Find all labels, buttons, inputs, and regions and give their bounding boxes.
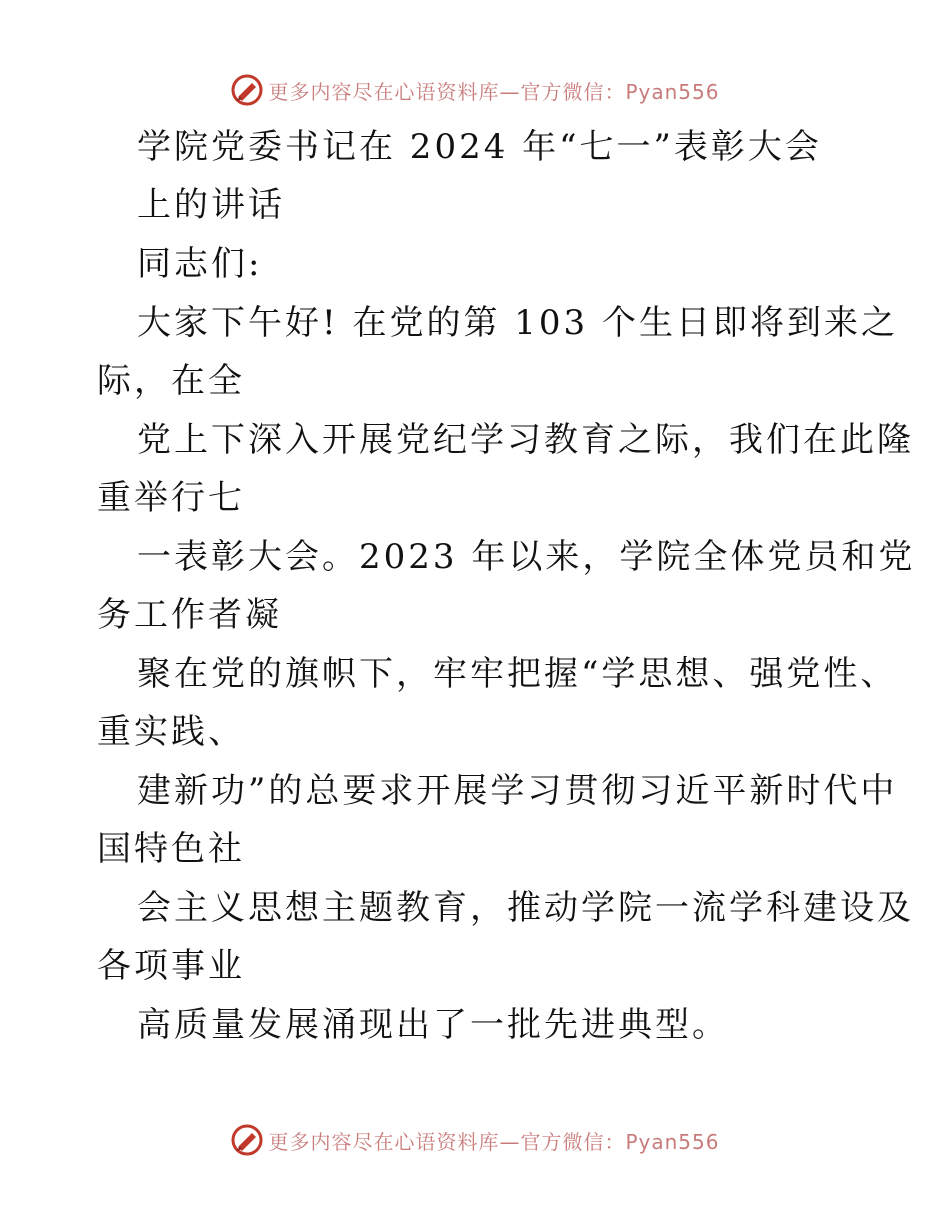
- footer-watermark: [0, 1120, 950, 1160]
- paragraph-line: 重举行七: [97, 478, 245, 518]
- paragraph-line: 建新功”的总要求开展学习贯彻习近平新时代中: [137, 771, 898, 811]
- document-title-line-1: 学院党委书记在 2024 年“七一”表彰大会: [137, 127, 822, 167]
- watermark-text: 更多内容尽在心语资料库—官方微信：Pyan556: [268, 1129, 720, 1154]
- paragraph-line: 一表彰大会。2023 年以来，学院全体党员和党: [137, 537, 916, 577]
- pen-logo-icon: [230, 73, 264, 107]
- pen-logo-icon: [230, 1123, 264, 1157]
- watermark-text: 更多内容尽在心语资料库—官方微信：Pyan556: [268, 79, 720, 104]
- paragraph-line: 务工作者凝: [97, 595, 282, 635]
- header-watermark: [0, 70, 950, 110]
- paragraph-line: 际，在全: [97, 361, 245, 401]
- paragraph-line: 聚在党的旗帜下，牢牢把握“学思想、强党性、: [137, 654, 898, 694]
- paragraph-line: 各项事业: [97, 946, 245, 986]
- paragraph-line: 大家下午好! 在党的第 103 个生日即将到来之: [137, 303, 898, 343]
- salutation: 同志们:: [137, 244, 263, 284]
- paragraph-line: 会主义思想主题教育，推动学院一流学科建设及: [137, 888, 914, 928]
- paragraph-line: 高质量发展涌现出了一批先进典型。: [137, 1005, 729, 1045]
- paragraph-line: 国特色社: [97, 829, 245, 869]
- paragraph-line: 重实践、: [97, 712, 245, 752]
- paragraph-line: 党上下深入开展党纪学习教育之际，我们在此隆: [137, 420, 914, 460]
- document-title-line-2: 上的讲话: [137, 185, 285, 225]
